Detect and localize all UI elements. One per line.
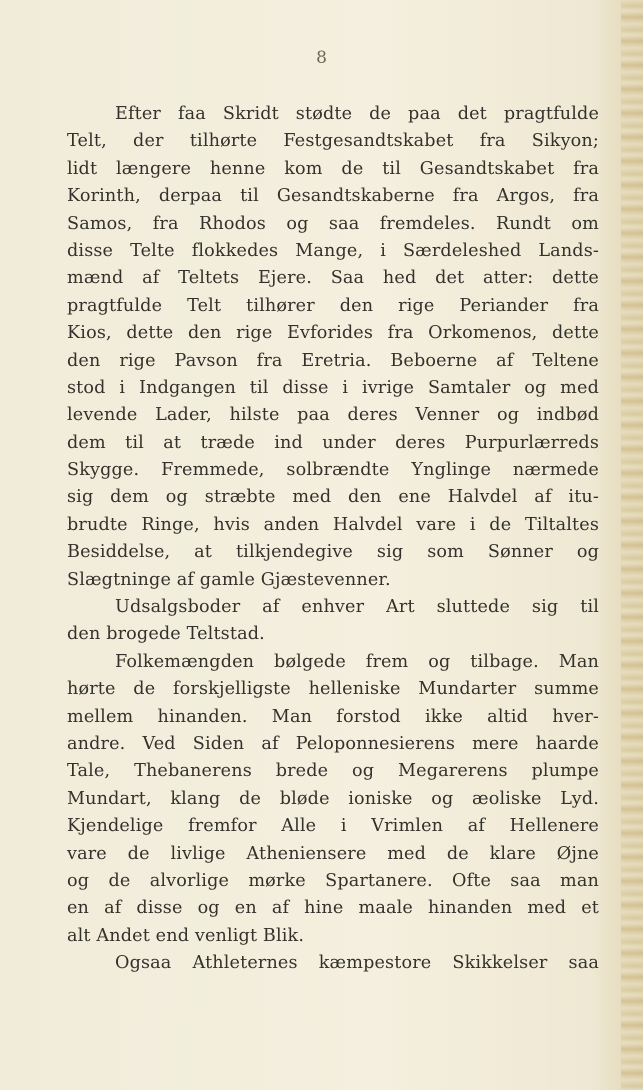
- text-line: den brogede Teltstad.: [67, 624, 265, 645]
- text-line: hørte de forskjelligste helleniske Mundarter summe: [67, 679, 599, 700]
- text-line: Korinth, derpaa til Gesandtskaberne fra Argos, fra: [67, 186, 599, 207]
- body-text: [67, 101, 599, 978]
- text-line: levende Lader, hilste paa deres Venner og indbød: [67, 405, 599, 426]
- text-line: Samos, fra Rhodos og saa fremdeles. Rundt om: [67, 213, 599, 234]
- text-line: Tale, Thebanerens brede og Megarerens plumpe: [67, 761, 599, 782]
- text-line: mænd af Teltets Ejere. Saa hed det atter: dette: [67, 268, 599, 289]
- text-line: og de alvorlige mørke Spartanere. Ofte saa man: [67, 870, 599, 891]
- text-line: Kios, dette den rige Evforides fra Orkomenos, dette: [67, 323, 599, 344]
- text-line: Besiddelse, at tilkjendegive sig som Sønner og: [67, 542, 599, 563]
- text-line: mellem hinanden. Man forstod ikke altid hver-: [67, 706, 599, 727]
- text-line: Kjendelige fremfor Alle i Vrimlen af Hellenere: [67, 816, 599, 837]
- text-line: vare de livlige Atheniensere med de klare Øjne: [67, 843, 599, 864]
- text-line: dem til at træde ind under deres Purpurlærreds: [67, 432, 599, 453]
- text-line: andre. Ved Siden af Peloponnesierens mere haarde: [67, 733, 599, 754]
- text-line: pragtfulde Telt tilhører den rige Periander fra: [67, 295, 599, 316]
- text-line: Slægtninge af gamle Gjæstevenner.: [67, 569, 391, 590]
- text-line: en af disse og en af hine maale hinanden med et: [67, 898, 599, 919]
- text-line: Ogsaa Athleternes kæmpestore Skikkelser saa: [115, 953, 599, 974]
- text-line: Efter faa Skridt stødte de paa det pragtfulde: [115, 104, 599, 124]
- text-line: Skygge. Fremmede, solbrændte Ynglinge nærmede: [67, 460, 599, 481]
- text-line: sig dem og stræbte med den ene Halvdel af itu-: [67, 487, 599, 508]
- text-line: Mundart, klang de bløde ioniske og æoliske Lyd.: [67, 788, 599, 809]
- text-line: disse Telte flokkedes Mange, i Særdeleshed Lands-: [67, 240, 599, 261]
- page-number: 8: [316, 48, 327, 68]
- text-line: stod i Indgangen til disse i ivrige Samtaler og med: [67, 377, 599, 398]
- text-line: den rige Pavson fra Eretria. Beboerne af Teltene: [67, 350, 599, 371]
- text-line: alt Andet end venligt Blik.: [67, 925, 305, 946]
- page-edge: [621, 0, 643, 1090]
- text-line: Udsalgsboder af enhver Art sluttede sig til: [115, 597, 599, 618]
- text-line: lidt længere henne kom de til Gesandtskabet fra: [67, 158, 599, 179]
- text-line: brudte Ringe, hvis anden Halvdel vare i de Tiltaltes: [67, 514, 599, 535]
- text-line: Folkemængden bølgede frem og tilbage. Man: [115, 651, 599, 672]
- text-line: Telt, der tilhørte Festgesandtskabet fra Sikyon;: [67, 131, 599, 152]
